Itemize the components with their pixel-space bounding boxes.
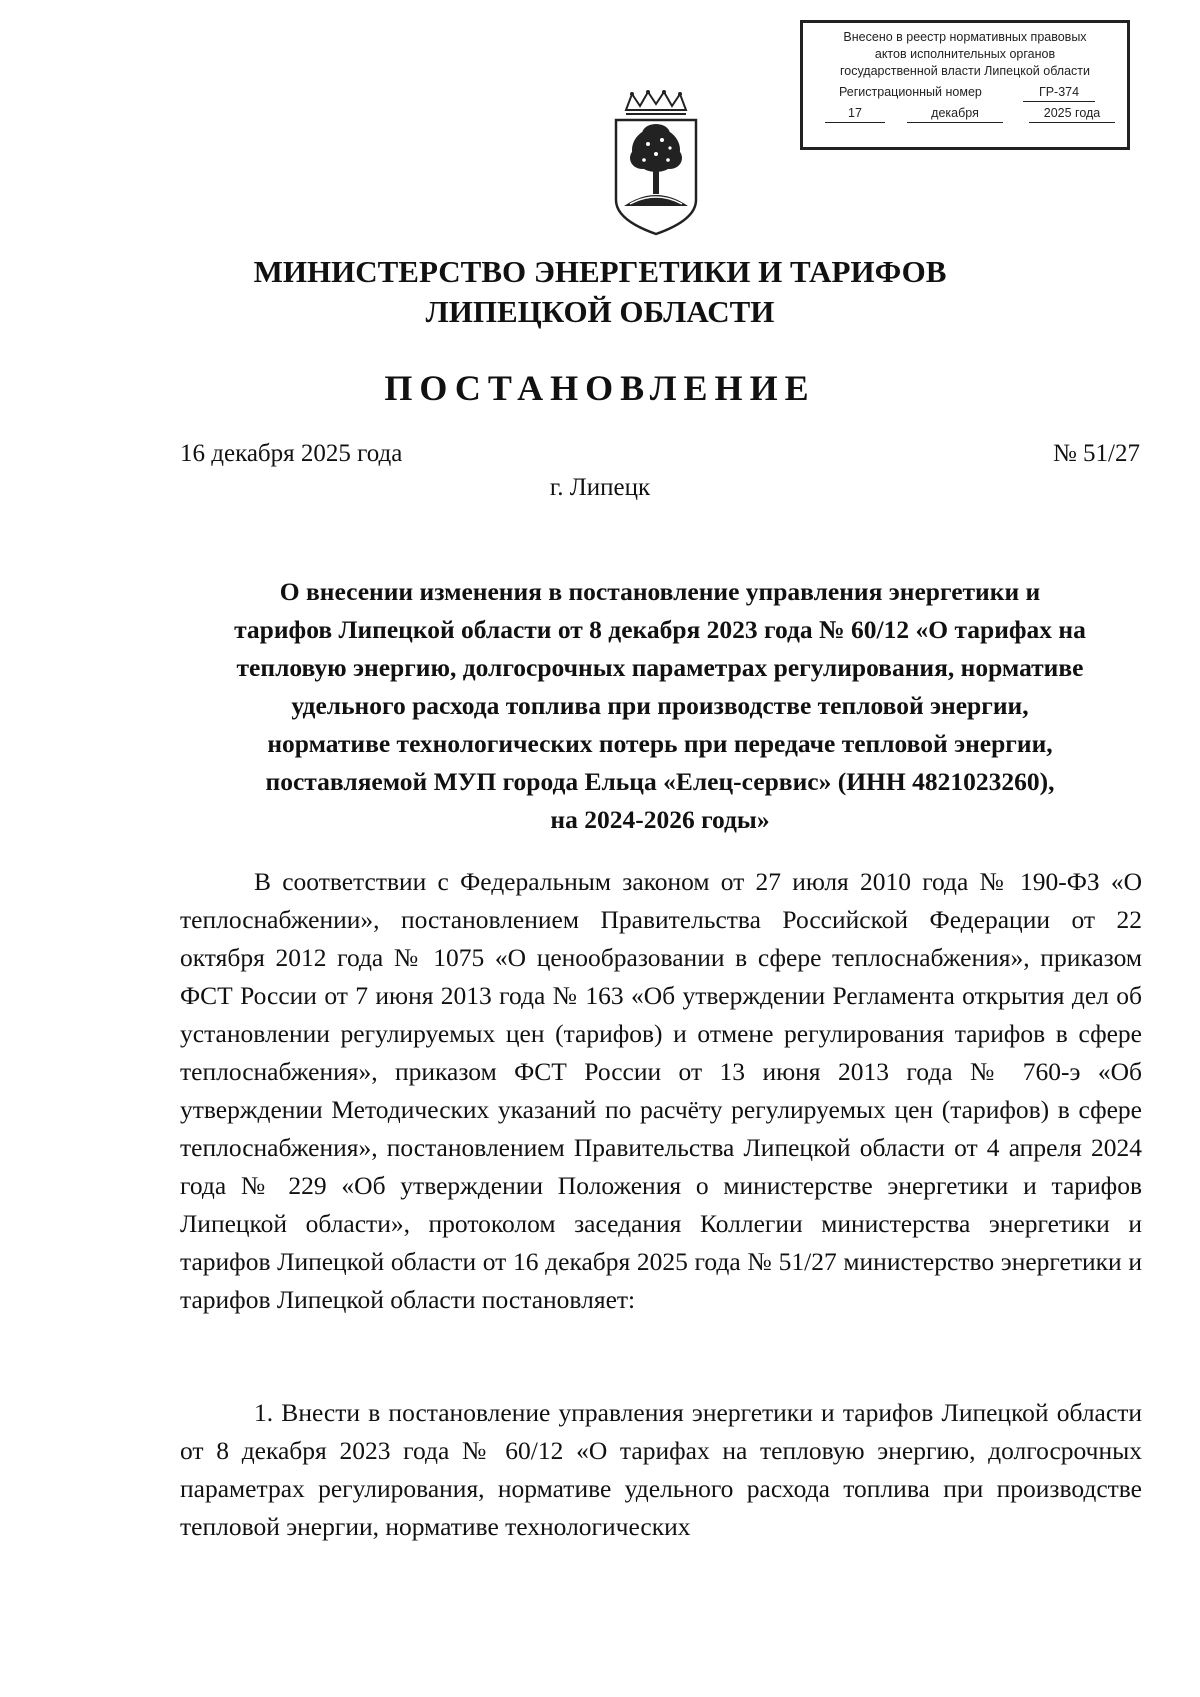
body-paragraph-2 [180, 1394, 1142, 1546]
stamp-line-2: актов исполнительных органов [874, 47, 1056, 61]
document-number: № 51/27 [1052, 440, 1140, 467]
title-line: тепловую энергию, долгосрочных параметрах регулирования, нормативе [236, 653, 1084, 682]
ministry-line-1: МИНИСТЕРСТВО ЭНЕРГЕТИКИ И ТАРИФОВ [253, 254, 947, 289]
title-line: тарифов Липецкой области от 8 декабря 2023 года № 60/12 «О тарифах на [234, 615, 1086, 644]
title-line: О внесении изменения в постановление управления энергетики и [279, 577, 1041, 606]
clause-1-text: 1. Внести в постановление управления энергетики и тарифов Липецкой области от 8 декабря 2023 года № 60/12 «О тарифах на тепловую энергию, долгосрочных параметрах регулирования, нормативе удельного расхода топлива при производстве тепловой энергии, нормативе технологических [180, 1398, 1142, 1541]
title-line: удельного расхода топлива при производстве тепловой энергии, [291, 691, 1029, 720]
coat-of-arms-icon [610, 88, 702, 236]
stamp-line-1: Внесено в реестр нормативных правовых [843, 30, 1087, 44]
body-paragraph-1 [180, 863, 1142, 1319]
stamp-month: декабря [907, 105, 1003, 123]
document-type: ПОСТАНОВЛЕНИЕ [384, 368, 816, 408]
document-city: г. Липецк [549, 474, 651, 501]
stamp-reg-number: ГР-374 [1023, 84, 1095, 102]
document-date: 16 декабря 2025 года [180, 440, 403, 467]
preamble-text: В соответствии с Федеральным законом от 27 июля 2010 года № 190-ФЗ «О теплоснабжении», постановлением Правительства Российской Федерации от 22 октября 2012 года № 1075 «О ценообразовании в сфере теплоснабжения», приказом ФСТ России от 7 июня 2013 года № 163 «Об утверждении Регламента открытия дел об установлении регулируемых цен (тарифов) и отмене регулирования тарифов в сфере теплоснабжения», приказом ФСТ России от 13 июня 2013 года № 760-э «Об утверждении Методических указаний по расчёту регулируемых цен (тарифов) в сфере теплоснабжения», постановлением Правительства Липецкой области от 4 апреля 2024 года № 229 «Об утверждении Положения о министерстве энергетики и тарифов Липецкой области», протоколом заседания Коллегии министерства энергетики и тарифов Липецкой области от 16 декабря 2025 года № 51/27 министерство энергетики и тарифов Липецкой области постановляет: [180, 867, 1142, 1314]
title-line: на 2024-2026 годы» [550, 805, 770, 834]
stamp-reg-label: Регистрационный номер [839, 85, 982, 99]
ministry-name [0, 252, 1200, 332]
ministry-line-2: ЛИПЕЦКОЙ ОБЛАСТИ [425, 294, 775, 329]
stamp-registration-row [803, 82, 1127, 104]
stamp-date-row [803, 104, 1127, 126]
title-line: поставляемой МУП города Ельца «Елец-сервис» (ИНН 4821023260), [265, 767, 1055, 796]
stamp-line-3: государственной власти Липецкой области [839, 64, 1091, 78]
title-line: нормативе технологических потерь при передаче тепловой энергии, [267, 729, 1053, 758]
document-title [180, 573, 1140, 839]
stamp-day: 17 [825, 105, 885, 123]
stamp-year: 2025 года [1029, 105, 1115, 123]
registry-stamp [800, 20, 1130, 150]
